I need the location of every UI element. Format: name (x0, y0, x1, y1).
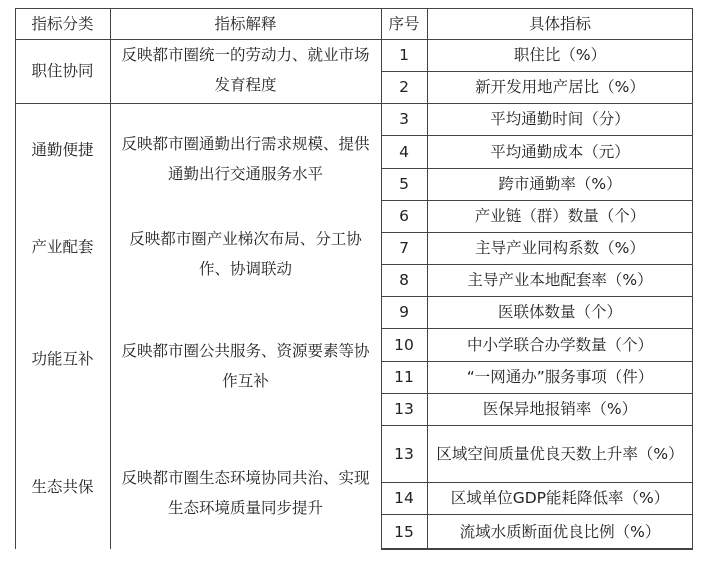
grid-line (381, 168, 693, 169)
grid-line (15, 8, 693, 9)
indicator-name: 流域水质断面优良比例（%） (459, 522, 661, 541)
grid-line (381, 393, 693, 394)
grid-line (381, 296, 693, 297)
row-index: 11 (394, 368, 414, 386)
indicator-name: 医联体数量（个） (497, 303, 622, 321)
description-text: 反映都市圈统一的劳动力、就业市场发育程度 (121, 46, 370, 94)
row-index: 13 (394, 444, 414, 463)
grid-line (381, 103, 693, 104)
indicator-name: 平均通勤时间（分） (490, 110, 630, 128)
indicator-name: “一网通办”服务事项（件） (466, 368, 654, 386)
description-cell (110, 129, 381, 189)
grid-line (15, 8, 16, 549)
grid-line (381, 71, 693, 72)
description-text: 反映都市圈通勤出行需求规模、提供通勤出行交通服务水平 (121, 135, 370, 183)
grid-line (381, 361, 693, 362)
description-text: 反映都市圈产业梯次布局、分工协作、协调联动 (129, 230, 362, 278)
row-index: 8 (399, 271, 409, 289)
indicator-name: 新开发用地产居比（%） (475, 78, 645, 96)
header-category: 指标分类 (15, 8, 110, 39)
row-index: 3 (399, 110, 409, 128)
row-index: 1 (399, 46, 409, 64)
description-text: 反映都市圈公共服务、资源要素等协作互补 (121, 342, 370, 390)
row-index: 5 (399, 175, 409, 193)
grid-line (427, 8, 428, 549)
grid-line (381, 232, 693, 233)
indicator-name: 区域单位GDP能耗降低率（%） (450, 489, 670, 507)
row-index: 9 (399, 303, 409, 321)
indicator-name: 主导产业同构系数（%） (475, 239, 645, 257)
row-index: 4 (399, 142, 409, 161)
grid-line (381, 482, 693, 483)
row-index: 14 (394, 489, 414, 507)
indicator-name: 主导产业本地配套率（%） (467, 271, 653, 289)
header-index: 序号 (381, 8, 427, 39)
grid-line (381, 328, 693, 329)
header-description: 指标解释 (110, 8, 381, 39)
description-cell (110, 224, 381, 284)
row-index: 10 (394, 335, 414, 354)
description-cell (110, 40, 381, 100)
grid-line (692, 8, 693, 549)
grid-line (381, 200, 693, 201)
category-cell: 产业配套 (31, 238, 94, 256)
grid-line (381, 425, 693, 426)
grid-line (110, 8, 111, 549)
grid-line (381, 514, 693, 515)
indicator-name: 平均通勤成本（元） (490, 142, 630, 161)
grid-line (381, 548, 693, 549)
grid-line (15, 39, 693, 40)
grid-line (381, 8, 382, 549)
description-cell (110, 463, 381, 523)
row-index: 15 (394, 522, 414, 541)
category-cell: 生态共保 (31, 478, 94, 496)
description-cell (110, 336, 381, 396)
header-indicator: 具体指标 (427, 8, 693, 39)
indicator-table (15, 8, 693, 549)
grid-line (381, 264, 693, 265)
indicator-name: 产业链（群）数量（个） (474, 207, 646, 225)
row-index: 7 (399, 239, 409, 257)
indicator-name: 区域空间质量优良天数上升率（%） (436, 444, 684, 463)
row-index: 2 (399, 78, 409, 96)
grid-line (381, 549, 693, 550)
row-index: 13 (394, 400, 414, 418)
description-text: 反映都市圈生态环境协同共治、实现生态环境质量同步提升 (121, 469, 370, 517)
indicator-name: 职住比（%） (513, 46, 607, 64)
indicator-name: 医保异地报销率（%） (482, 400, 638, 418)
category-cell: 职住协同 (31, 62, 94, 80)
grid-line (381, 135, 693, 136)
indicator-name: 中小学联合办学数量（个） (466, 335, 653, 354)
row-index: 6 (399, 207, 409, 225)
category-cell: 通勤便捷 (31, 141, 94, 159)
indicator-name: 跨市通勤率（%） (498, 175, 622, 193)
category-cell: 功能互补 (31, 350, 94, 368)
